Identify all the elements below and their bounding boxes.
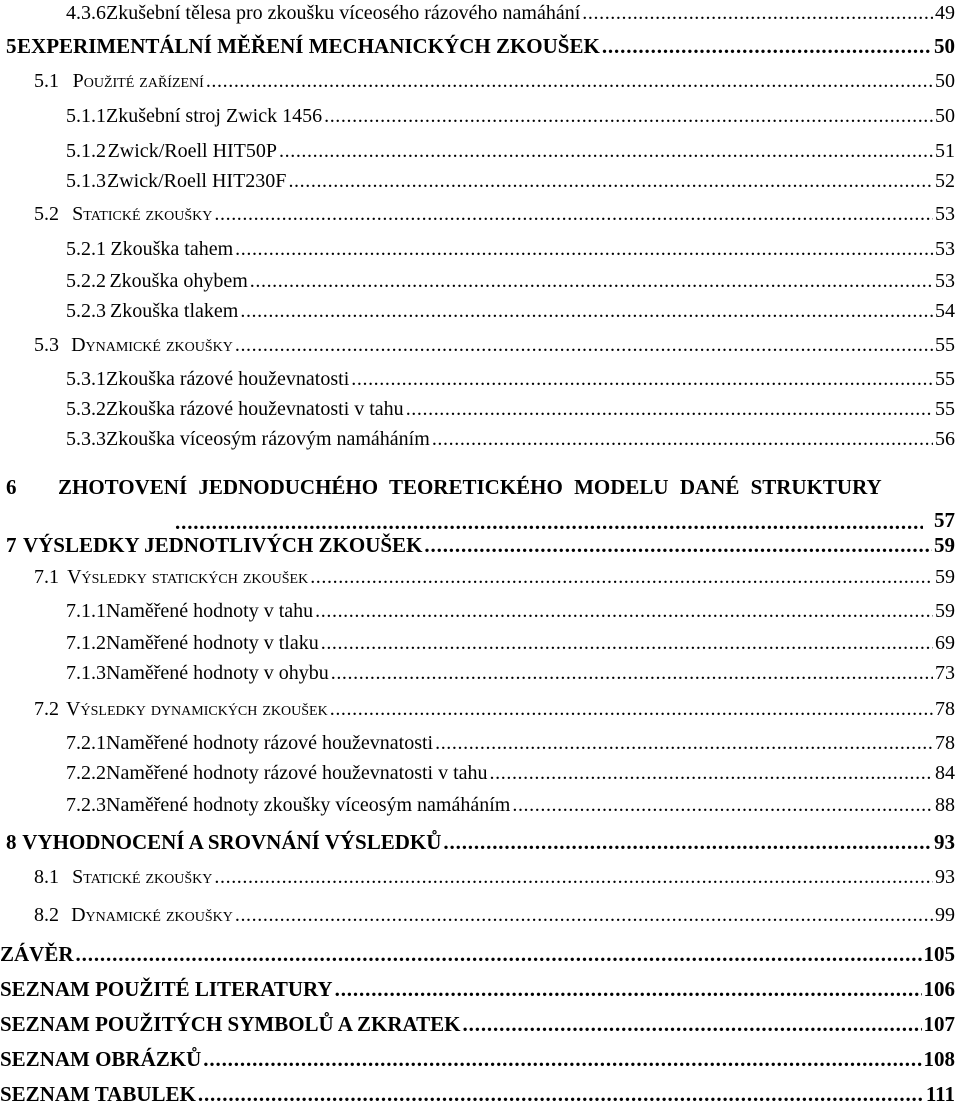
toc-entry-title: SEZNAM OBRÁZKŮ <box>0 1047 202 1071</box>
toc-entry-number: 8.2 <box>34 904 59 926</box>
toc-entry[interactable] <box>0 300 955 323</box>
dot-leader <box>240 300 933 323</box>
toc-entry-page: 108 <box>923 1047 955 1071</box>
toc-entry[interactable] <box>0 368 955 391</box>
toc-entry-page: 78 <box>935 698 955 720</box>
toc-entry[interactable] <box>0 632 955 655</box>
toc-entry[interactable] <box>0 600 955 623</box>
toc-entry-title: Dynamické zkoušky <box>71 334 233 356</box>
toc-entry[interactable] <box>0 1047 955 1072</box>
toc-entry-title: SEZNAM TABULEK <box>0 1082 196 1106</box>
toc-entry[interactable] <box>0 698 955 721</box>
toc-entry[interactable] <box>0 1082 955 1107</box>
toc-entry-title: Zkušební stroj Zwick 1456 <box>106 105 323 127</box>
toc-entry-title: Zkouška víceosým rázovým namáháním <box>106 428 430 450</box>
toc-entry-page: 51 <box>935 140 955 162</box>
toc-entry[interactable] <box>0 942 955 967</box>
toc-entry-page: 53 <box>935 203 955 225</box>
dot-leader <box>335 977 922 1002</box>
toc-entry-title: Výsledky dynamických zkoušek <box>66 698 328 720</box>
toc-entry-title: Výsledky statických zkoušek <box>67 566 309 588</box>
dot-leader <box>582 2 933 25</box>
toc-entry[interactable] <box>0 238 955 261</box>
toc-entry-page: 73 <box>935 662 955 684</box>
toc-entry[interactable] <box>0 866 955 889</box>
toc-entry-number: 5.1.2 <box>66 140 106 162</box>
toc-entry[interactable] <box>0 533 955 558</box>
toc-entry-title: Naměřené hodnoty v tahu <box>106 600 314 622</box>
dot-leader <box>235 904 933 927</box>
dot-leader <box>214 203 933 226</box>
toc-entry-page: 84 <box>935 762 955 784</box>
toc-entry-number: 7.2.3 <box>66 794 106 816</box>
toc-entry-number: 5.2 <box>34 203 59 225</box>
toc-entry-page: 111 <box>925 1082 955 1106</box>
toc-entry-page: 52 <box>935 170 955 192</box>
toc-entry-title: Zkouška ohybem <box>109 270 248 292</box>
toc-entry-page: 54 <box>935 300 955 322</box>
toc-entry-page: 50 <box>935 70 955 92</box>
toc-entry-page: 50 <box>934 34 955 58</box>
dot-leader <box>206 70 933 93</box>
toc-entry-number: 4.3.6 <box>66 2 106 24</box>
toc-entry-page: 49 <box>935 2 955 24</box>
toc-entry-title: Zkouška tahem <box>110 238 234 260</box>
toc-entry[interactable] <box>0 662 955 685</box>
toc-entry-title: Zkušební tělesa pro zkoušku víceosého rázového namáhání <box>106 2 581 24</box>
toc-entry-number: 6 <box>6 475 17 499</box>
toc-entry-page: 59 <box>935 566 955 588</box>
toc-entry-page: 88 <box>935 794 955 816</box>
toc-entry-title: Naměřené hodnoty zkoušky víceosým namáháním <box>106 794 511 816</box>
toc-entry[interactable] <box>0 334 955 357</box>
toc-entry[interactable] <box>0 830 955 855</box>
toc-entry-number: 5.1 <box>34 70 59 92</box>
dot-leader <box>331 662 933 685</box>
toc-entry-number: 7.1.2 <box>66 632 106 654</box>
toc-entry-number: 7.1.1 <box>66 600 106 622</box>
toc-entry[interactable] <box>0 398 955 421</box>
dot-leader <box>321 632 933 655</box>
dot-leader <box>490 762 933 785</box>
dot-leader <box>463 1012 922 1037</box>
toc-entry[interactable] <box>0 105 955 128</box>
toc-entry-number: 8.1 <box>34 866 59 888</box>
dot-leader <box>203 1047 921 1072</box>
toc-entry-page: 56 <box>935 428 955 450</box>
toc-entry[interactable] <box>0 270 955 293</box>
toc-entry-number: 7.2.2 <box>66 762 106 784</box>
dot-leader <box>198 1082 924 1107</box>
toc-entry-title: Dynamické zkoušky <box>71 904 233 926</box>
toc-entry-number: 5.2.3 <box>66 300 106 322</box>
dot-leader <box>288 170 933 193</box>
toc-entry-page: 59 <box>934 533 955 557</box>
toc-entry-page: 55 <box>935 398 955 420</box>
toc-entry-title: VYHODNOCENÍ A SROVNÁNÍ VÝSLEDKŮ <box>22 830 442 854</box>
toc-entry-page: 107 <box>923 1012 955 1036</box>
toc-entry-page: 93 <box>935 866 955 888</box>
toc-entry-number: 7.2.1 <box>66 732 106 754</box>
dot-leader <box>235 238 933 261</box>
toc-entry-number: 5.3.2 <box>66 398 106 420</box>
toc-entry[interactable] <box>0 904 955 927</box>
toc-entry-title: SEZNAM POUŽITÉ LITERATURY <box>0 977 333 1001</box>
toc-entry-number: 5.2.1 <box>66 238 106 260</box>
toc-entry-number: 5.1.3 <box>66 170 106 192</box>
dot-leader <box>310 566 933 589</box>
toc-entry-title: Naměřené hodnoty rázové houževnatosti <box>106 732 434 754</box>
dot-leader <box>324 105 933 128</box>
dot-leader <box>435 732 933 755</box>
toc-entry-title: Zkouška rázové houževnatosti v tahu <box>106 398 404 420</box>
toc-entry-title: Zwick/Roell HIT230F <box>107 170 287 192</box>
toc-entry[interactable] <box>0 470 955 532</box>
toc-entry[interactable] <box>0 1012 955 1037</box>
toc-entry-title: ZHOTOVENÍ JEDNODUCHÉHO TEORETICKÉHO MODELU DANÉ STRUKTURY <box>58 475 882 499</box>
toc-entry-page: 53 <box>935 238 955 260</box>
dot-leader <box>330 698 933 721</box>
dot-leader <box>214 866 933 889</box>
toc-entry-page: 57 <box>934 508 955 532</box>
toc-entry-number: 5.3.1 <box>66 368 106 390</box>
toc-entry-page: 99 <box>935 904 955 926</box>
toc-entry[interactable] <box>0 566 955 589</box>
toc-entry-title: SEZNAM POUŽITÝCH SYMBOLŮ A ZKRATEK <box>0 1012 461 1036</box>
toc-entry-title: Naměřené hodnoty v ohybu <box>106 662 329 684</box>
toc-entry-page: 105 <box>923 942 955 966</box>
toc-entry-page: 59 <box>935 600 955 622</box>
toc-entry-title: Naměřené hodnoty rázové houževnatosti v tahu <box>106 762 488 784</box>
dot-leader <box>443 830 932 855</box>
toc-entry[interactable] <box>0 428 955 451</box>
dot-leader <box>235 334 933 357</box>
toc-entry[interactable] <box>0 732 955 755</box>
toc-entry-number: 7.2 <box>34 698 59 720</box>
dot-leader <box>351 368 933 391</box>
dot-leader <box>512 794 933 817</box>
toc-entry[interactable] <box>0 140 955 163</box>
toc-entry-title: Statické zkoušky <box>72 866 213 888</box>
toc-entry-number: 5.3 <box>34 334 59 356</box>
dot-leader <box>175 510 923 535</box>
dot-leader <box>406 398 933 421</box>
dot-leader <box>250 270 933 293</box>
toc-entry-page: 93 <box>934 830 955 854</box>
toc-entry-number: 5 <box>6 34 17 58</box>
toc-entry-page: 55 <box>935 368 955 390</box>
dot-leader <box>76 942 922 967</box>
dot-leader <box>315 600 933 623</box>
toc-entry-page: 106 <box>923 977 955 1001</box>
toc-entry-page: 53 <box>935 270 955 292</box>
toc-entry[interactable] <box>0 2 955 25</box>
toc-entry-title: Zwick/Roell HIT50P <box>107 140 278 162</box>
toc-entry[interactable] <box>0 794 955 817</box>
toc-entry-number: 5.2.2 <box>66 270 106 292</box>
toc-entry-title: Statické zkoušky <box>72 203 213 225</box>
toc-entry[interactable] <box>0 977 955 1002</box>
toc-entry[interactable] <box>0 762 955 785</box>
toc-entry-number: 5.1.1 <box>66 105 106 127</box>
toc-entry[interactable] <box>0 70 955 93</box>
toc-entry-title: ZÁVĚR <box>0 942 74 966</box>
toc-entry[interactable] <box>0 34 955 59</box>
toc-entry-page: 69 <box>935 632 955 654</box>
toc-entry-page: 78 <box>935 732 955 754</box>
dot-leader <box>279 140 933 163</box>
toc-entry[interactable] <box>0 203 955 226</box>
toc-entry-title: EXPERIMENTÁLNÍ MĚŘENÍ MECHANICKÝCH ZKOUŠEK <box>17 34 600 58</box>
toc-entry-page: 50 <box>935 105 955 127</box>
toc-entry[interactable] <box>0 170 955 193</box>
toc-entry-number: 7.1.3 <box>66 662 106 684</box>
toc-entry-number: 5.3.3 <box>66 428 106 450</box>
toc-entry-number: 7.1 <box>34 566 59 588</box>
toc-entry-number: 7 <box>6 533 17 557</box>
toc-entry-title: Použité zařízení <box>72 70 204 92</box>
toc-entry-title: Naměřené hodnoty v tlaku <box>106 632 319 654</box>
toc-entry-number: 8 <box>6 830 17 854</box>
toc-entry-page: 55 <box>935 334 955 356</box>
dot-leader <box>602 34 932 59</box>
toc-entry-title: Zkouška tlakem <box>110 300 239 322</box>
toc-entry-title: Zkouška rázové houževnatosti <box>106 368 350 390</box>
dot-leader <box>432 428 933 451</box>
dot-leader <box>424 533 932 558</box>
toc-entry-title: VÝSLEDKY JEDNOTLIVÝCH ZKOUŠEK <box>22 533 423 557</box>
